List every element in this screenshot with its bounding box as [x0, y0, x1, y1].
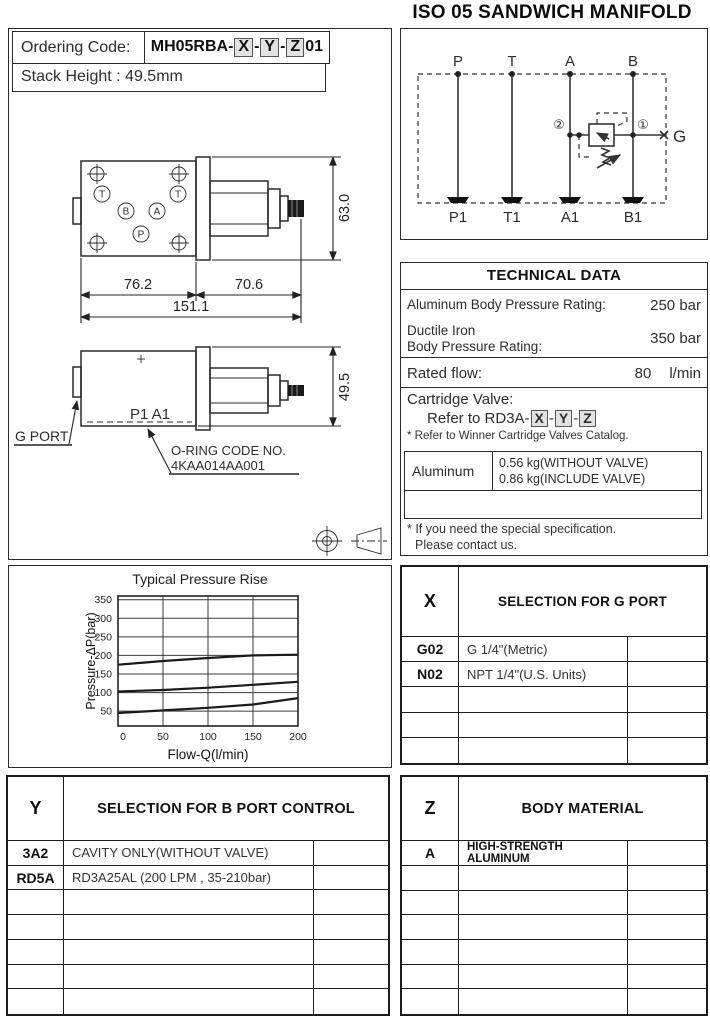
svg-text:0: 0: [120, 731, 126, 743]
svg-text:4KAA014AA001: 4KAA014AA001: [171, 458, 265, 473]
ductile-label-line2: Body Pressure Rating:: [407, 338, 543, 354]
special-spec-line2: Please contact us.: [415, 538, 518, 552]
code-sep1: -: [254, 38, 260, 56]
x-row-desc: G 1/4"(Metric): [459, 637, 628, 662]
selection-z-table: [400, 775, 708, 1016]
svg-text:Flow-Q(l/min): Flow-Q(l/min): [167, 747, 249, 762]
weight-row: [405, 452, 701, 490]
z-row-extra: [628, 891, 706, 916]
weight-values: [493, 452, 701, 490]
svg-text:A: A: [564, 53, 576, 70]
ordering-code-value: [145, 38, 329, 57]
z-row-desc: [459, 989, 628, 1014]
y-row-extra: [314, 866, 388, 891]
code-prefix: MH05RBA-: [150, 38, 234, 56]
g-port-callout: [14, 401, 77, 445]
y-row-desc: [64, 989, 314, 1014]
svg-text:T1: T1: [503, 209, 521, 226]
svg-text:T: T: [98, 189, 106, 201]
svg-text:P1: P1: [448, 209, 468, 226]
port-labels-bottom: [449, 209, 642, 226]
z-row-code: A: [402, 841, 459, 866]
z-row-code: [402, 915, 459, 940]
x-row-desc: [459, 713, 628, 738]
z-row-extra: [628, 940, 706, 965]
dimension-63: [212, 157, 353, 260]
z-row-desc: [459, 915, 628, 940]
x-row-code: N02: [402, 662, 459, 687]
svg-text:200: 200: [94, 649, 112, 662]
z-row-desc: HIGH-STRENGTH ALUMINUM: [459, 841, 628, 866]
selection-x-table: [400, 565, 708, 765]
weight-empty-row: [405, 490, 701, 518]
ordering-code-label: Ordering Code:: [13, 32, 145, 63]
page-title: ISO 05 SANDWICH MANIFOLD: [412, 2, 692, 23]
cartridge-section: [401, 389, 707, 444]
svg-text:150: 150: [244, 731, 262, 743]
z-row-desc: [459, 940, 628, 965]
svg-text:70.6: 70.6: [234, 277, 264, 293]
svg-text:B: B: [627, 53, 639, 70]
cartridge-sep2: -: [573, 410, 579, 427]
stack-height-row: [12, 63, 326, 92]
p1a1-label: P1 A1: [130, 406, 171, 423]
top-view-drawing: [9, 147, 393, 337]
ordering-code-row: [12, 31, 330, 64]
side-view-drawing: [9, 329, 393, 515]
y-row-code: [8, 940, 64, 965]
projection-symbol: [309, 525, 391, 557]
svg-text:50: 50: [157, 731, 169, 743]
svg-text:300: 300: [94, 612, 112, 625]
code-x-box: X: [234, 38, 253, 57]
x-row-extra: [628, 687, 706, 712]
svg-text:Pressure-ΔP(bar): Pressure-ΔP(bar): [84, 612, 98, 710]
svg-text:B1: B1: [623, 209, 643, 226]
svg-text:B: B: [122, 206, 130, 218]
svg-text:50: 50: [100, 705, 112, 718]
z-row-desc: [459, 891, 628, 916]
svg-text:P: P: [452, 53, 464, 70]
y-row-code: 3A2: [8, 841, 64, 866]
svg-text:150: 150: [94, 668, 112, 681]
x-row-code: [402, 713, 459, 738]
z-row-extra: [628, 965, 706, 990]
x-row-extra: [628, 738, 706, 763]
ductile-rating-label: [407, 323, 542, 355]
y-row-extra: [314, 940, 388, 965]
z-code-header: Z: [402, 777, 459, 841]
x-row-code: [402, 738, 459, 763]
valve-body-side: [73, 347, 304, 430]
code-z-box: Z: [286, 38, 304, 57]
y-row-extra: [314, 841, 388, 866]
svg-text:63.0: 63.0: [337, 193, 353, 223]
cartridge-reference: [407, 410, 701, 427]
z-row-code: [402, 989, 459, 1014]
x-row-code: G02: [402, 637, 459, 662]
x-row-desc: [459, 687, 628, 712]
ductile-rating-row: [401, 320, 707, 358]
y-code-header: Y: [8, 777, 64, 841]
y-row-code: [8, 989, 64, 1014]
y-row-code: [8, 915, 64, 940]
port-labels-top: [453, 53, 638, 70]
pressure-rise-chart: [9, 566, 390, 766]
y-row-desc: [64, 915, 314, 940]
svg-text:T: T: [174, 189, 182, 201]
y-row-desc: RD3A25AL (200 LPM , 35-210bar): [64, 866, 314, 891]
z-row-extra: [628, 841, 706, 866]
svg-text:P: P: [137, 229, 145, 241]
ductile-rating-value: 350 bar: [650, 330, 701, 347]
svg-text:200: 200: [289, 731, 307, 743]
weight-without-valve: 0.56 kg(WITHOUT VALVE): [499, 456, 649, 470]
x-row-desc: [459, 738, 628, 763]
cartridge-ref-prefix: Refer to RD3A-: [427, 410, 530, 427]
x-row-code: [402, 687, 459, 712]
z-row-extra: [628, 989, 706, 1014]
rated-flow-value: 80: [634, 364, 652, 382]
selection-y-table: [6, 775, 390, 1016]
cartridge-sep1: -: [548, 410, 554, 427]
svg-text:100: 100: [94, 687, 112, 700]
y-row-desc: [64, 965, 314, 990]
cartridge-y-box: Y: [555, 410, 572, 427]
y-title-header: SELECTION FOR B PORT CONTROL: [64, 777, 388, 841]
svg-text:76.2: 76.2: [123, 277, 153, 293]
y-row-code: RD5A: [8, 866, 64, 891]
code-suffix: 01: [305, 38, 323, 56]
oring-callout: [148, 429, 299, 474]
relief-valve-symbol: [567, 113, 664, 168]
hydraulic-schematic-panel: [400, 28, 708, 240]
dimension-drawing-panel: [8, 28, 392, 560]
svg-text:O-RING CODE NO.: O-RING CODE NO.: [171, 443, 286, 458]
x-row-extra: [628, 713, 706, 738]
cartridge-z-box: Z: [579, 410, 596, 427]
y-row-code: [8, 890, 64, 915]
manifold-boundary: [418, 74, 666, 203]
y-row-desc: [64, 890, 314, 915]
weight-include-valve: 0.86 kg(INCLUDE VALVE): [499, 472, 646, 486]
y-row-extra: [314, 965, 388, 990]
svg-text:A1: A1: [560, 209, 580, 226]
x-row-extra: [628, 662, 706, 687]
code-sep2: -: [280, 38, 286, 56]
x-row-extra: [628, 637, 706, 662]
hydraulic-schematic: [401, 29, 706, 238]
z-row-desc: [459, 965, 628, 990]
y-row-desc: CAVITY ONLY(WITHOUT VALVE): [64, 841, 314, 866]
cartridge-x-box: X: [531, 410, 548, 427]
z-row-code: [402, 940, 459, 965]
marker-2: ②: [553, 117, 565, 132]
cartridge-note: * Refer to Winner Cartridge Valves Catalog.: [407, 430, 629, 442]
rated-flow-label: Rated flow:: [407, 364, 483, 382]
z-row-extra: [628, 866, 706, 891]
svg-text:151.1: 151.1: [172, 299, 210, 315]
svg-text:350: 350: [94, 594, 112, 607]
z-row-desc: [459, 866, 628, 891]
weight-table: [404, 451, 702, 519]
svg-text:G: G: [673, 127, 687, 146]
pressure-rise-chart-panel: [8, 565, 392, 768]
svg-text:A: A: [153, 206, 161, 218]
svg-text:49.5: 49.5: [337, 372, 353, 402]
y-row-extra: [314, 890, 388, 915]
special-spec-note: [407, 521, 616, 553]
special-spec-line1: * If you need the special specification.: [407, 522, 617, 536]
rated-flow-row: [401, 359, 707, 388]
stack-height-label: Stack Height : 49.5mm: [21, 68, 183, 85]
svg-text:G PORT: G PORT: [15, 428, 69, 444]
code-y-box: Y: [260, 38, 279, 57]
y-row-extra: [314, 989, 388, 1014]
svg-text:250: 250: [94, 631, 112, 644]
valve-body-top: [73, 157, 304, 260]
y-row-desc: [64, 940, 314, 965]
z-title-header: BODY MATERIAL: [459, 777, 706, 841]
gauge-port: [660, 127, 686, 146]
z-row-extra: [628, 915, 706, 940]
z-row-code: [402, 891, 459, 916]
svg-text:100: 100: [199, 731, 217, 743]
dimension-495: [198, 347, 353, 426]
y-row-extra: [314, 915, 388, 940]
svg-text:T: T: [507, 53, 517, 70]
port-marks: [94, 186, 186, 242]
cartridge-title: Cartridge Valve:: [407, 391, 514, 408]
ductile-label-line1: Ductile Iron: [407, 322, 476, 338]
x-title-header: SELECTION FOR G PORT: [459, 567, 706, 637]
aluminum-rating-row: [401, 290, 707, 320]
x-code-header: X: [402, 567, 459, 637]
technical-data-panel: [400, 262, 708, 556]
rated-flow-unit: l/min: [669, 364, 701, 382]
aluminum-rating-label: Aluminum Body Pressure Rating:: [407, 297, 606, 312]
weight-material: Aluminum: [405, 452, 493, 490]
technical-data-title: TECHNICAL DATA: [401, 263, 707, 290]
x-row-desc: NPT 1/4"(U.S. Units): [459, 662, 628, 687]
marker-1: ①: [637, 117, 649, 132]
aluminum-rating-value: 250 bar: [650, 296, 701, 314]
z-row-code: [402, 965, 459, 990]
y-row-code: [8, 965, 64, 990]
chart-title: Typical Pressure Rise: [132, 571, 268, 587]
z-row-code: [402, 866, 459, 891]
